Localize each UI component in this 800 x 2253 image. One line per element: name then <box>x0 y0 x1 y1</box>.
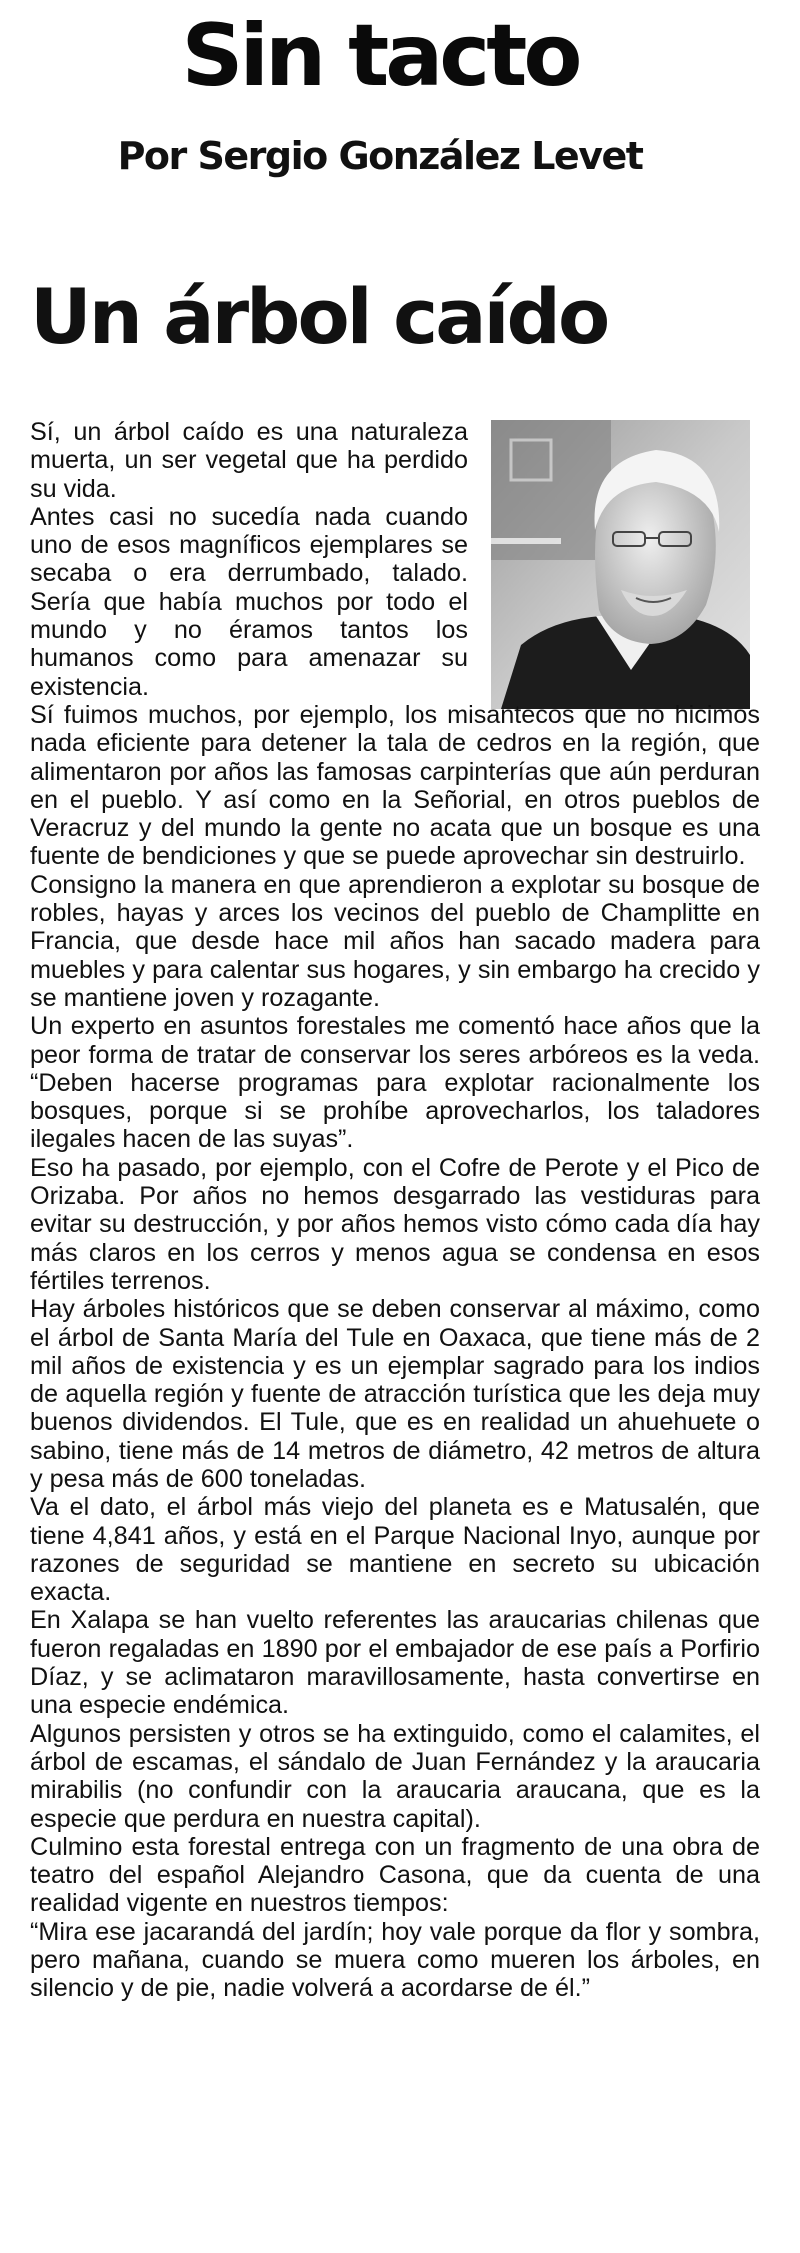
article-paragraph: Un experto en asuntos forestales me comentó hace años que la peor forma de tratar de conservar los seres arbóreos es la veda. “Deben hacerse programas para explotar racionalmente los bosques, porque si se prohíbe aprovecharlos, los taladores ilegales hacen de las suyas”. <box>30 1012 760 1154</box>
article-paragraph: Eso ha pasado, por ejemplo, con el Cofre de Perote y el Pico de Orizaba. Por años no hemos desgarrado las vestiduras para evitar su destrucción, y por años hemos visto cómo cada día hay más claros en los cerros y menos agua se condensa en esos fértiles terrenos. <box>30 1153 760 1295</box>
article-paragraph: Va el dato, el árbol más viejo del planeta es e Matusalén, que tiene 4,841 años, y está en el Parque Nacional Inyo, aunque por razones de seguridad se mantiene en secreto su ubicación exacta. <box>30 1493 760 1607</box>
article-paragraph <box>30 503 760 701</box>
column-title: Sin tacto <box>181 6 579 106</box>
article-paragraph: Consigno la manera en que aprendieron a explotar su bosque de robles, hayas y arces los vecinos del pueblo de Champlitte en Francia, que desde hace mil años han sacado madera para muebles y para calentar sus hogares, y sin embargo ha crecido y se mantiene joven y rozagante. <box>30 870 760 1012</box>
article-paragraph: Culmino esta forestal entrega con un fragmento de una obra de teatro del español Alejandro Casona, que da cuenta de una realidad vigente en nuestros tiempos: <box>30 1832 760 1918</box>
article-paragraph: Sí fuimos muchos, por ejemplo, los misantecos que no hicimos nada eficiente para detener la tala de cedros en la región, que alimentaron por años las famosas carpinterías que aún perduran en el pueblo. Y así como en la Señorial, en otros pueblos de Veracruz y del mundo la gente no acata que un bosque es una fuente de bendiciones y que se puede aprovechar sin destruirlo. <box>30 700 760 871</box>
article-headline: Un árbol caído <box>30 272 608 361</box>
article-quote: “Mira ese jacarandá del jardín; hoy vale porque da flor y sombra, pero mañana, cuando se muera como mueren los árboles, en silencio y de pie, nadie volverá a acordarse de él.” <box>30 1917 760 2003</box>
article-paragraph <box>30 418 760 503</box>
paragraph-text: Antes casi no sucedía nada cuando uno de esos magníficos ejemplares se secaba o era derrumbado, talado. Sería que había muchos por todo el mundo y no éramos tantos los humanos como para amenazar su existencia. <box>30 502 468 701</box>
article-paragraph: Algunos persisten y otros se ha extinguido, como el calamites, el árbol de escamas, el sándalo de Juan Fernández y la araucaria mirabilis (no confundir con la araucaria araucana, que es la especie que perdura en nuestra capital). <box>30 1719 760 1833</box>
article-paragraph: Hay árboles históricos que se deben conservar al máximo, como el árbol de Santa María del Tule en Oaxaca, que tiene más de 2 mil años de existencia y es un ejemplar sagrado para los indios de aquella región y fuente de atracción turística que les deja muy buenos dividendos. El Tule, que es en realidad un ahuehuete o sabino, tiene más de 14 metros de diámetro, 42 metros de altura y pesa más de 600 toneladas. <box>30 1295 760 1493</box>
paragraph-text: Sí, un árbol caído es una naturaleza muerta, un ser vegetal que ha perdido su vida. <box>30 418 468 503</box>
article-paragraph: En Xalapa se han vuelto referentes las araucarias chilenas que fueron regaladas en 1890 por el embajador de ese país a Porfirio Díaz, y se aclimataron maravillosamente, hasta convertirse en una especie endémica. <box>30 1606 760 1720</box>
author-byline: Por Sergio González Levet <box>117 134 643 178</box>
article-body <box>30 418 760 2003</box>
